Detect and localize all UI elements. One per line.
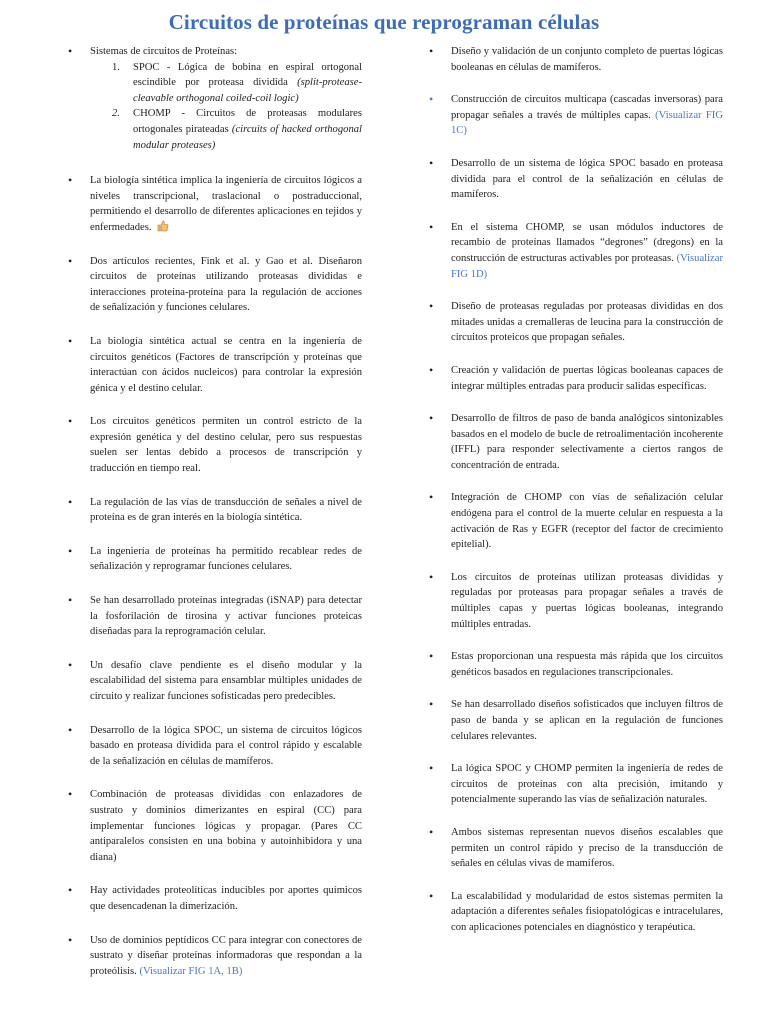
list-item	[68, 44, 362, 153]
list-item: • Creación y validación de puertas lógicas booleanas capaces de integrar múltiples entradas para producir salidas específicas.	[429, 362, 723, 392]
list-item: • Hay actividades proteolíticas inducibles por aportes químicos que desencadenan la dimerización.	[68, 883, 362, 912]
bullet: •	[429, 761, 434, 776]
bullet: •	[68, 414, 73, 429]
intro-text: Sistemas de circuitos de Proteínas:	[90, 46, 238, 57]
list-item: • Desarrollo de un sistema de lógica SPOC basado en proteasa dividida para el control de la señalización en células de mamíferos.	[429, 155, 723, 201]
list-item: • La biología sintética actual se centra en la ingeniería de circuitos genéticos (Factores de transcripción y proteínas que interactúan con ácidos nucleicos) para controlar la expresión génica y el destino celular.	[68, 333, 362, 394]
list-item: • Combinación de proteasas divididas con enlazadores de sustrato y dominios dimerizantes en espiral (CC) para implementar funciones lógicas y propagar. (Pares CC antiparalelos consisten en una bobina y autoinhibidora y una diana)	[68, 787, 362, 863]
bullet: •	[429, 411, 434, 426]
bullet: •	[429, 649, 434, 664]
figure-link[interactable]: (Visualizar FIG 1C)	[451, 109, 723, 137]
right-column	[429, 44, 723, 936]
bullet: •	[429, 44, 434, 58]
bullet: •	[429, 219, 434, 234]
bullet: •	[68, 333, 73, 348]
list-item: • Diseño de proteasas reguladas por proteasas divididas en dos mitades unidas a cremalleras de leucina para la construcción de circuitos proteicos que propagan señales.	[429, 299, 723, 344]
list-item: • Diseño y validación de un conjunto completo de puertas lógicas booleanas en células de mamíferos.	[429, 44, 723, 73]
list-item: • Dos artículos recientes, Fink et al. y Gao et al. Diseñaron circuitos de proteínas utilizando proteasas divididas e interacciones proteína-proteína para la regulación de acciones de señalización y funciones celulares.	[68, 253, 362, 314]
bullet: •	[429, 824, 434, 839]
bullet: •	[68, 883, 73, 898]
bullet: •	[68, 494, 73, 509]
list-item: • La regulación de las vías de transducción de señales a nivel de proteína es de gran interés en la biología sintética.	[68, 494, 362, 524]
list-item: • La lógica SPOC y CHOMP permiten la ingeniería de redes de circuitos de proteínas con alta precisión, imitando y potencialmente superando las vías de señalización naturales.	[429, 761, 723, 806]
sub-item: 1. SPOC - Lógica de bobina en espiral ortogonal escindible por proteasa dividida (split-protease-cleavable orthogonal coiled-coil logic)	[112, 61, 362, 104]
list-item: • La ingeniería de proteínas ha permitido recablear redes de señalización y reprogramar funciones celulares.	[68, 543, 362, 573]
bullet: •	[429, 299, 434, 314]
bullet: •	[429, 569, 434, 584]
thumbs-up-icon	[157, 220, 169, 232]
bullet: •	[68, 44, 73, 58]
list-item: • Estas proporcionan una respuesta más rápida que los circuitos genéticos basados en regulaciones transcripcionales.	[429, 649, 723, 678]
figure-link[interactable]: (Visualizar FIG 1D)	[451, 252, 723, 280]
list-item: • Se han desarrollado diseños sofisticados que incluyen filtros de paso de banda y se aplican en la regulación de funciones celulares relevantes.	[429, 697, 723, 742]
list-item: • Un desafío clave pendiente es el diseño modular y la escalabilidad del sistema para ensamblar múltiples unidades de circuito y realizar funciones sofisticadas pero predecibles.	[68, 657, 362, 702]
list-item: • Desarrollo de la lógica SPOC, un sistema de circuitos lógicos basado en proteasa dividida para el control rápido y escalable de la señalización en células de mamíferos.	[68, 722, 362, 767]
left-column	[68, 44, 362, 979]
list-item: • Los circuitos genéticos permiten un control estricto de la expresión genética y del destino celular, pero sus respuestas suelen ser lentas debido a procesos de transcripción y traducción en tiempo real.	[68, 414, 362, 475]
bullet: •	[429, 362, 434, 377]
list-item: • Integración de CHOMP con vías de señalización celular endógena para el control de la muerte celular en respuesta a la activación de Ras y EGFR (receptor del factor de crecimiento epitelial).	[429, 490, 723, 551]
bullet: •	[68, 787, 73, 802]
list-item: • En el sistema CHOMP, se usan módulos inductores de recambio de proteínas llamados “degrones” (dregons) en la construcción de estructuras activables por proteasas. (Visualizar FIG 1D)	[429, 219, 723, 280]
bullet: •	[68, 657, 73, 672]
list-item: • Se han desarrollado proteínas integradas (iSNAP) para detectar la fosforilación de tirosina y activar funciones proteicas diseñadas para la reprogramación celular.	[68, 593, 362, 638]
bullet: •	[429, 490, 434, 505]
bullet: •	[429, 697, 434, 712]
bullet: •	[68, 253, 73, 268]
figure-link[interactable]: (Visualizar FIG 1A, 1B)	[139, 965, 243, 977]
bullet: •	[68, 722, 73, 737]
list-item: • La biología sintética implica la ingeniería de circuitos lógicos a niveles transcripcional, traslacional o postraduccional, permitiendo el desarrollo de diferentes aplicaciones en tejidos y enfermedades.	[68, 173, 362, 233]
list-item: • Uso de dominios peptídicos CC para integrar con conectores de sustrato y diseñar proteínas informadoras que respondan a la proteólisis. (Visualizar FIG 1A, 1B)	[68, 932, 362, 977]
bullet: •	[429, 888, 434, 903]
list-item: • Desarrollo de filtros de paso de banda analógicos sintonizables basados en el modelo de bucle de retroalimentación incoherente (IFFL) para responder selectivamente a ciertos rangos de concentración de entrada.	[429, 411, 723, 471]
bullet: •	[429, 92, 434, 107]
list-item: • Construcción de circuitos multicapa (cascadas inversoras) para propagar señales a través de múltiples capas. (Visualizar FIG 1C)	[429, 92, 723, 137]
sub-item: 2. CHOMP - Circuitos de proteasas modulares ortogonales pirateadas (circuits of hacked orthogonal modular proteases)	[112, 108, 362, 151]
list-item: • Los circuitos de proteínas utilizan proteasas divididas y reguladas por proteasas para propagar señales a través de múltiples capas y puertas lógicas booleanas, integrando múltiples entradas.	[429, 569, 723, 630]
bullet: •	[68, 543, 73, 558]
list-item: • La escalabilidad y modularidad de estos sistemas permiten la adaptación a diferentes señales fisiopatológicas e intracelulares, con aplicaciones potenciales en diagnóstico y terapéutica.	[429, 888, 723, 933]
bullet: •	[429, 155, 434, 170]
bullet: •	[68, 932, 73, 947]
list-item: • Ambos sistemas representan nuevos diseños escalables que permiten un control rápido y preciso de la transducción de señales en células vivas de mamíferos.	[429, 824, 723, 870]
bullet: •	[68, 593, 73, 608]
bullet: •	[68, 173, 73, 188]
page-title: Circuitos de proteínas que reprograman células	[168, 10, 600, 34]
